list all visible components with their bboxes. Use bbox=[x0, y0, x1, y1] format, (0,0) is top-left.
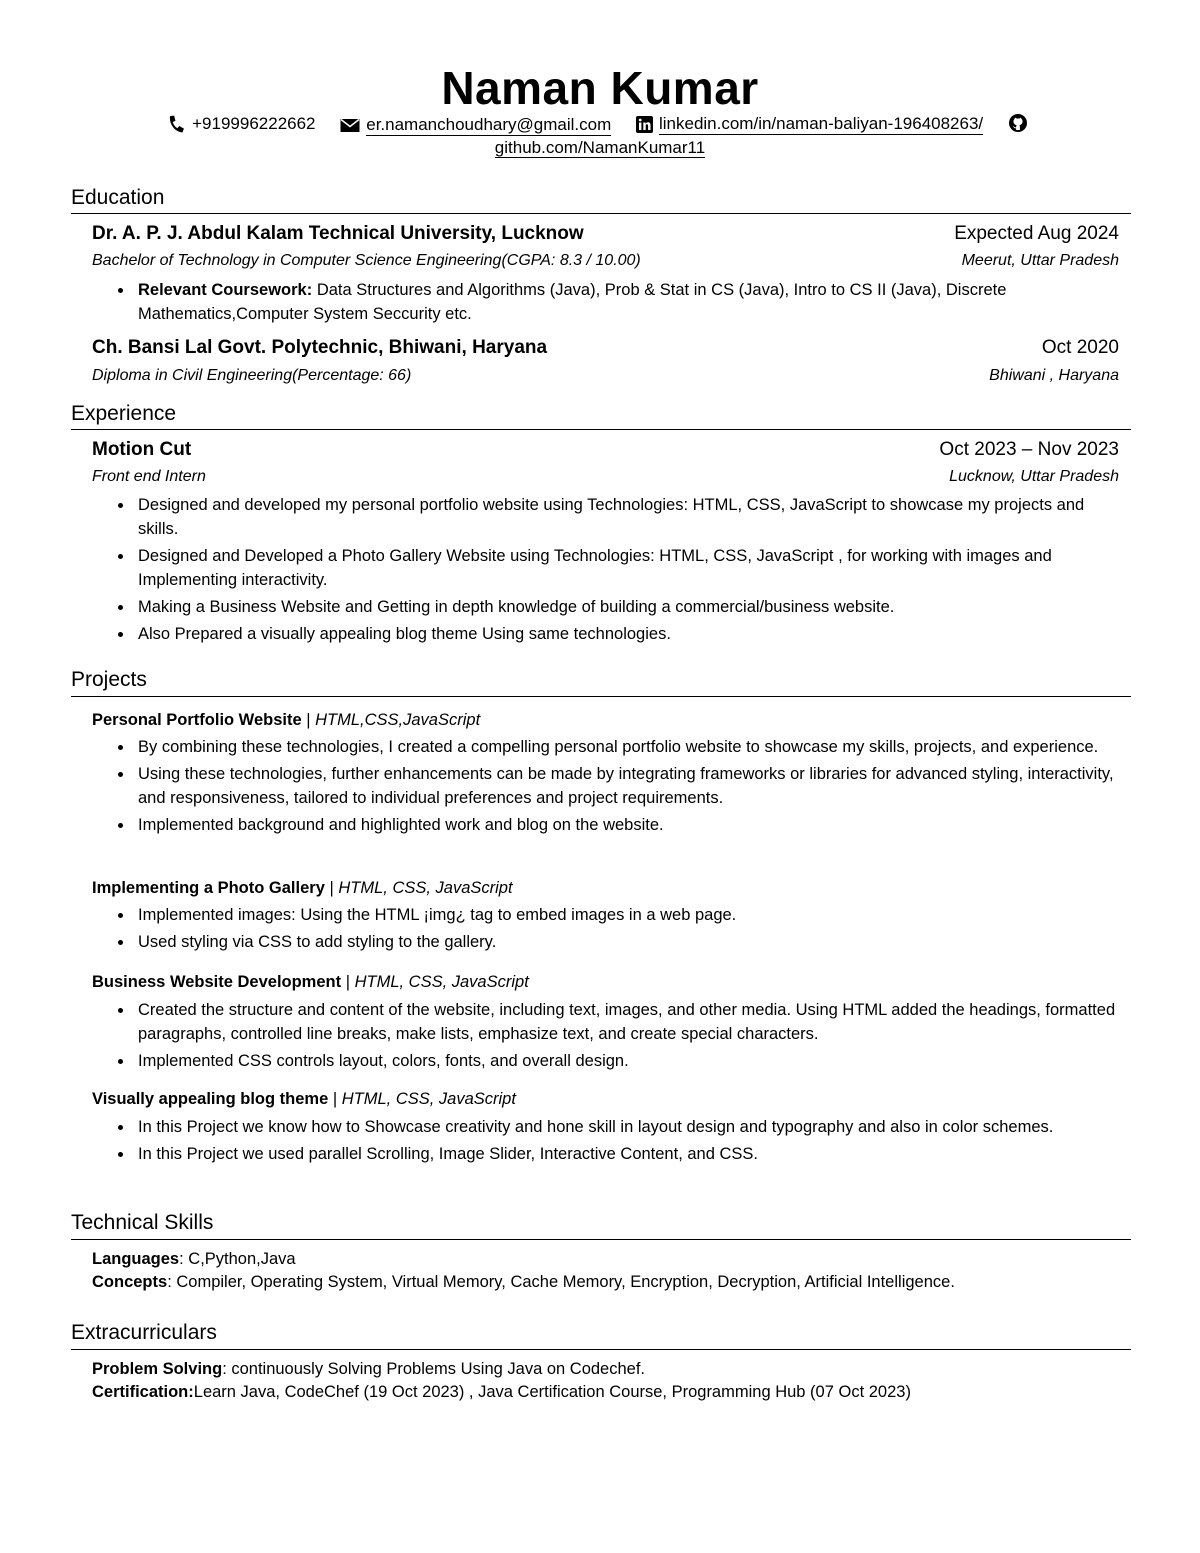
institution-name: Ch. Bansi Lal Govt. Polytechnic, Bhiwani, Haryana bbox=[92, 337, 548, 358]
list-item: Also Prepared a visually appealing blog theme Using same technologies. bbox=[112, 622, 1122, 646]
project-separator: | bbox=[328, 1090, 342, 1108]
project-name: Personal Portfolio Website bbox=[92, 711, 302, 729]
project-title bbox=[92, 1088, 516, 1110]
certification-value: Learn Java, CodeChef (19 Oct 2023) , Java Certification Course, Programming Hub (07 Oct 2023) bbox=[193, 1383, 911, 1401]
problem-solving-label: Problem Solving bbox=[92, 1360, 223, 1378]
section-title-projects: Projects bbox=[71, 668, 147, 691]
institution-name: Dr. A. P. J. Abdul Kalam Technical University, Lucknow bbox=[92, 223, 584, 244]
project-title bbox=[92, 877, 513, 899]
section-title-extracurriculars: Extracurriculars bbox=[71, 1321, 217, 1344]
coursework-text: Data Structures and Algorithms (Java), Prob & Stat in CS (Java), Intro to CS II (Java), Discrete Mathematics,Computer System Seccurity etc. bbox=[138, 281, 1007, 323]
list-item: Designed and Developed a Photo Gallery Website using Technologies: HTML, CSS, JavaScript , for working with images and Implementing interactivity. bbox=[112, 544, 1122, 592]
section-divider bbox=[71, 696, 1131, 697]
list-item: Created the structure and content of the website, including text, images, and other media. Using HTML added the headings, formatted paragraphs, controlled line breaks, make lists, emphasize text, and create special characters. bbox=[112, 998, 1122, 1046]
project-tech: HTML, CSS, JavaScript bbox=[341, 1090, 516, 1108]
project-bullets bbox=[112, 1115, 1122, 1169]
project-title bbox=[92, 709, 480, 731]
degree: Bachelor of Technology in Computer Science Engineering(CGPA: 8.3 / 10.00) bbox=[92, 252, 641, 269]
list-item bbox=[112, 278, 1122, 326]
company-name: Motion Cut bbox=[92, 439, 192, 460]
section-title-experience: Experience bbox=[71, 402, 177, 425]
education-date: Expected Aug 2024 bbox=[954, 223, 1119, 244]
section-title-skills: Technical Skills bbox=[71, 1211, 214, 1234]
extracurricular-problem-solving bbox=[92, 1358, 645, 1380]
education-entry-sub bbox=[92, 251, 1119, 271]
linkedin-contact[interactable] bbox=[636, 114, 983, 135]
experience-entry-sub bbox=[92, 467, 1119, 487]
phone-number: +919996222662 bbox=[192, 114, 316, 133]
languages-label: Languages bbox=[92, 1250, 180, 1268]
contact-row-2 bbox=[0, 136, 1200, 160]
project-bullets bbox=[112, 903, 1122, 957]
education-entry-header bbox=[92, 336, 1119, 360]
list-item: Making a Business Website and Getting in depth knowledge of building a commercial/business website. bbox=[112, 595, 1122, 619]
list-item: Used styling via CSS to add styling to the gallery. bbox=[112, 930, 1122, 954]
extracurricular-certification bbox=[92, 1381, 911, 1403]
experience-date: Oct 2023 – Nov 2023 bbox=[939, 439, 1119, 460]
education-entry-header bbox=[92, 222, 1119, 246]
list-item: In this Project we know how to Showcase creativity and hone skill in layout design and typography and also in color schemes. bbox=[112, 1115, 1122, 1139]
github-icon bbox=[1008, 113, 1028, 133]
coursework-label: Relevant Coursework: bbox=[138, 281, 313, 299]
experience-bullets bbox=[112, 493, 1122, 649]
project-name: Implementing a Photo Gallery bbox=[92, 879, 325, 897]
email-link[interactable]: er.namanchoudhary@gmail.com bbox=[366, 115, 612, 134]
section-divider bbox=[71, 1239, 1131, 1240]
education-entry-sub bbox=[92, 366, 1119, 386]
project-tech: HTML,CSS,JavaScript bbox=[315, 711, 481, 729]
education-location: Bhiwani , Haryana bbox=[989, 367, 1119, 384]
email-contact[interactable] bbox=[340, 115, 611, 136]
project-bullets bbox=[112, 735, 1122, 840]
languages-value: : C,Python,Java bbox=[179, 1250, 296, 1268]
concepts-value: : Compiler, Operating System, Virtual Memory, Cache Memory, Encryption, Decryption, Artificial Intelligence. bbox=[167, 1273, 955, 1291]
skills-concepts bbox=[92, 1271, 955, 1293]
github-link[interactable]: github.com/NamanKumar11 bbox=[494, 138, 706, 157]
section-divider bbox=[71, 429, 1131, 430]
education-location: Meerut, Uttar Pradesh bbox=[961, 252, 1119, 269]
project-separator: | bbox=[324, 879, 339, 897]
project-title bbox=[92, 971, 529, 993]
experience-location: Lucknow, Uttar Pradesh bbox=[949, 468, 1119, 485]
section-divider bbox=[71, 1349, 1131, 1350]
candidate-name: Naman Kumar bbox=[441, 62, 759, 114]
project-tech: HTML, CSS, JavaScript bbox=[354, 973, 529, 991]
coursework-list bbox=[112, 278, 1122, 329]
project-name: Visually appealing blog theme bbox=[92, 1090, 329, 1108]
project-separator: | bbox=[341, 973, 355, 991]
github-contact[interactable] bbox=[1008, 113, 1034, 133]
project-bullets bbox=[112, 998, 1122, 1076]
list-item: Designed and developed my personal portfolio website using Technologies: HTML, CSS, JavaScript to showcase my projects and skills. bbox=[112, 493, 1122, 541]
job-role: Front end Intern bbox=[92, 468, 206, 485]
project-tech: HTML, CSS, JavaScript bbox=[338, 879, 513, 897]
education-date: Oct 2020 bbox=[1041, 337, 1119, 358]
phone-contact[interactable] bbox=[166, 112, 315, 136]
list-item: In this Project we used parallel Scrolling, Image Slider, Interactive Content, and CSS. bbox=[112, 1142, 1122, 1166]
section-title-education: Education bbox=[71, 186, 165, 209]
concepts-label: Concepts bbox=[92, 1273, 168, 1291]
degree: Diploma in Civil Engineering(Percentage: 66) bbox=[92, 367, 412, 384]
certification-label: Certification: bbox=[92, 1383, 194, 1401]
envelope-icon bbox=[340, 118, 360, 133]
list-item: Implemented background and highlighted work and blog on the website. bbox=[112, 813, 1122, 837]
list-item: Using these technologies, further enhancements can be made by integrating frameworks or libraries for advanced styling, interactivity, and responsiveness, tailored to individual preferences and project requirements. bbox=[112, 762, 1122, 810]
list-item: Implemented images: Using the HTML ¡img¿ tag to embed images in a web page. bbox=[112, 903, 1122, 927]
list-item: Implemented CSS controls layout, colors, fonts, and overall design. bbox=[112, 1049, 1122, 1073]
list-item: By combining these technologies, I created a compelling personal portfolio website to showcase my skills, projects, and experience. bbox=[112, 735, 1122, 759]
linkedin-link[interactable]: linkedin.com/in/naman-baliyan-196408263/ bbox=[658, 114, 984, 133]
project-name: Business Website Development bbox=[92, 973, 342, 991]
experience-entry-header bbox=[92, 438, 1119, 462]
skills-languages bbox=[92, 1248, 296, 1270]
section-divider bbox=[71, 213, 1131, 214]
problem-solving-value: : continuously Solving Problems Using Java on Codechef. bbox=[222, 1360, 645, 1378]
linkedin-icon bbox=[636, 116, 653, 133]
phone-icon bbox=[166, 115, 186, 133]
project-separator: | bbox=[301, 711, 316, 729]
